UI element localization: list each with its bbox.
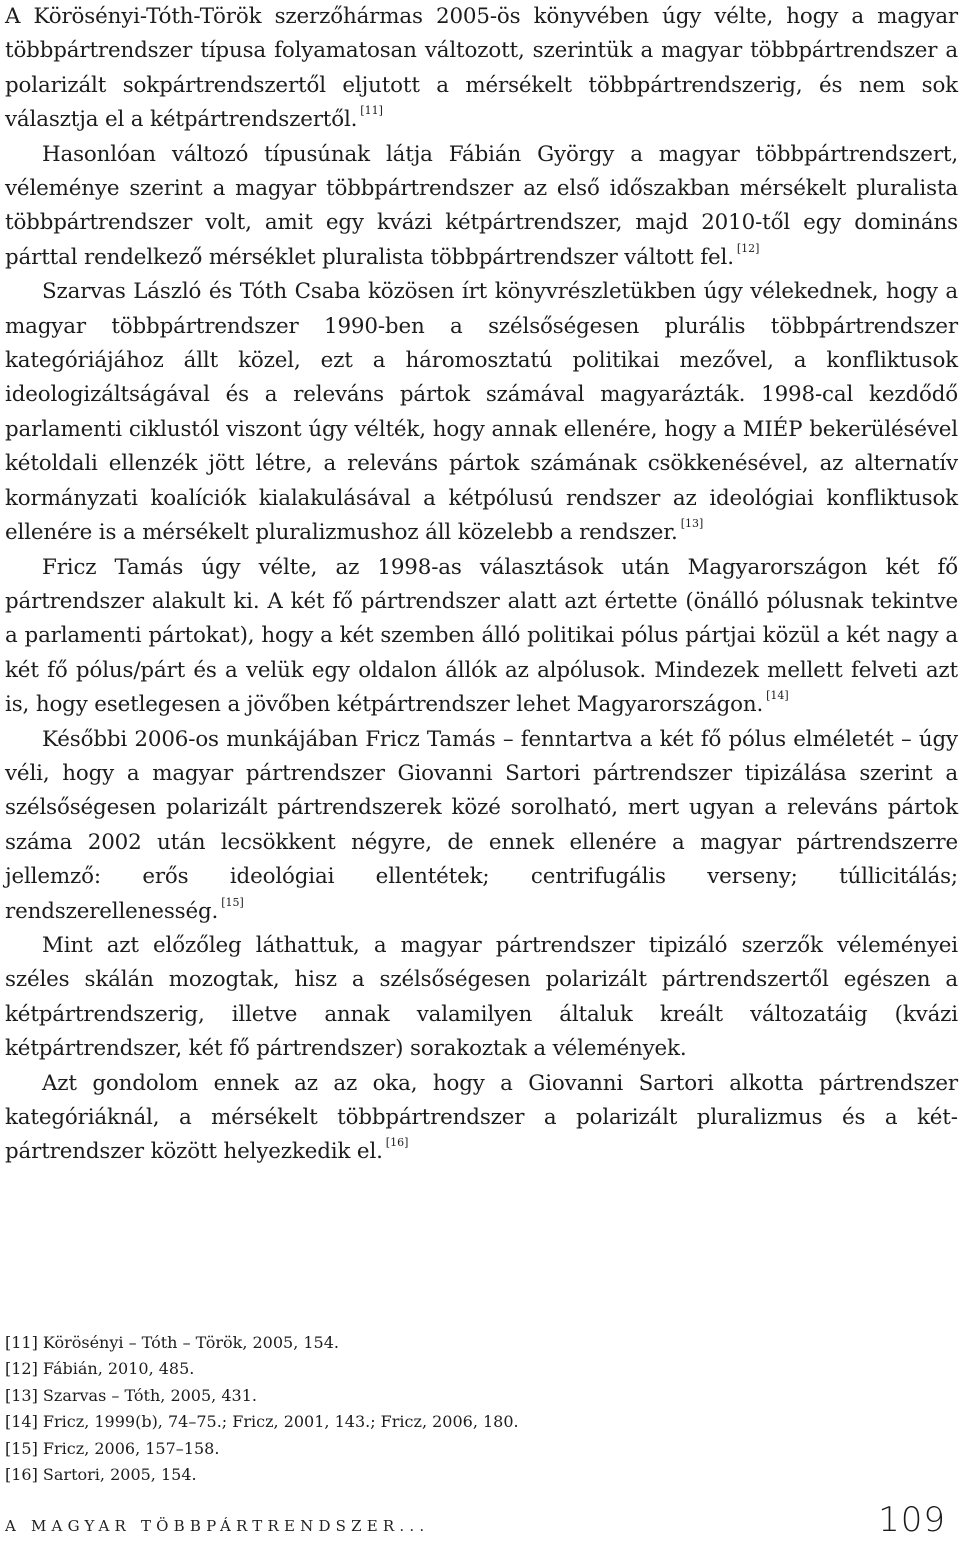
- paragraph-5: [5, 723, 958, 929]
- footnote-14: [14] Fricz, 1999(b), 74–75.; Fricz, 2001, 143.; Fricz, 2006, 180.: [5, 1412, 519, 1432]
- footnote-ref[interactable]: [11]: [360, 104, 383, 118]
- body-text: [5, 0, 958, 1170]
- footnote-ref[interactable]: [16]: [385, 1136, 409, 1150]
- footnote-ref[interactable]: [15]: [221, 895, 244, 909]
- running-head: A MAGYAR TÖBBPÁRTRENDSZER...: [5, 1517, 430, 1535]
- paragraph-3: [5, 275, 958, 550]
- footnote-ref[interactable]: [12]: [736, 241, 760, 255]
- footnote-12: [12] Fábián, 2010, 485.: [5, 1359, 195, 1379]
- paragraph-text: A Körösényi-Tóth-Török szerzőhármas 2005-ös könyvében úgy vélte, hogy a magyar többpártrendszer típusa folyamatosan változott, szerintük a magyar többpártrendszer a polarizált sokpártrendszertől eljutott a mérsékelt többpártrendszerig, és nem sok választja el a kétpártrendszertől.: [5, 4, 958, 133]
- footnote-11: [11] Körösényi – Tóth – Török, 2005, 154.: [5, 1333, 339, 1352]
- footnote-ref[interactable]: [13]: [680, 517, 704, 531]
- paragraph-2: [5, 138, 958, 276]
- paragraph-text: Mint azt előzőleg láthattuk, a magyar pártrendszer tipizáló szerzők véleményei széles skálán mozogtak, hisz a szélsőségesen polarizált pártrendszertől egészen a kétpártrendszerig, illetve annak valamilyen általuk kreált változatáig (kvázi kétpártrendszer, két fő pártrendszer) sorakoztak a vélemények.: [5, 932, 958, 1062]
- footnote-15: [15] Fricz, 2006, 157–158.: [5, 1438, 220, 1458]
- paragraph-text: Fricz Tamás úgy vélte, az 1998-as választások után Magyarországon két fő pártrendszer alakult ki. A két fő pártrendszer alatt azt értette (önálló pólusnak tekintve a parlamenti pártokat), hogy a két szemben álló politikai pólus pártjai közül a két nagy a két fő pólus/párt és a velük egy oldalon állók az alpólusok. Mindezek mellett felveti azt is, hogy esetlegesen a jövőben kétpártrendszer lehet Magyarországon.: [5, 554, 958, 718]
- footnote-16: [16] Sartori, 2005, 154.: [5, 1465, 197, 1485]
- paragraph-text: Hasonlóan változó típusúnak látja Fábián György a magyar többpártrendszert, véleménye szerint a magyar többpártrendszer az első időszakban mérsékelt pluralista többpártrendszer volt, amit egy kvázi kétpártrendszer, majd 2010-től egy domináns párttal rendelkező mérséklet pluralista többpártrendszer váltott fel.: [5, 141, 958, 270]
- paragraph-text: Azt gondolom ennek az az oka, hogy a Giovanni Sartori alkotta pártrendszer kategóriáknál, a mérsékelt többpártrendszer a polarizált pluralizmus és a kétpártrendszer között helyezkedik el.: [5, 1070, 958, 1165]
- footnote-ref[interactable]: [14]: [766, 689, 789, 703]
- footnote-13: [13] Szarvas – Tóth, 2005, 431.: [5, 1385, 257, 1405]
- paragraph-text: Szarvas László és Tóth Csaba közösen írt könyvrészletükben úgy vélekednek, hogy a magyar többpártrendszer 1990-ben a szélsőségesen plurális többpártrendszer kategóriájához állt közel, ezt a háromosztatú politikai mezővel, a konfliktusok ideologizáltságával és a releváns pártok számával magyarázták. 1998-cal kezdődő parlamenti ciklustól viszont úgy vélték, hogy annak ellenére, hogy a MIÉP bekerülésével kétoldali ellenzék jött létre, a releváns pártok számának csökkenésével, az alternatív kormányzati koalíciók kialakulásával a kétpólusú rendszer az ideológiai konfliktusok ellenére is a mérsékelt pluralizmushoz áll közelebb a rendszer.: [5, 279, 958, 546]
- paragraph-6: [5, 929, 958, 1067]
- paragraph-text: Későbbi 2006-os munkájában Fricz Tamás – fenntartva a két fő pólus elméletét – úgy véli, hogy a magyar pártrendszer Giovanni Sartori pártrendszer tipizálása szerint a szélsőségesen polarizált pártrendszerek közé sorolható, mert ugyan a releváns pártok száma 2002 után lecsökkent négyre, de ennek ellenére a magyar pártrendszerre jellemző: erős ideológiai ellentétek; centrifugális verseny; túllicitálás; rendszerellenesség.: [5, 726, 958, 924]
- paragraph-4: [5, 551, 958, 723]
- paragraph-7: [5, 1067, 958, 1170]
- footnotes: [5, 1330, 905, 1488]
- paragraph-1: [5, 0, 958, 138]
- page-number: 109: [878, 1500, 946, 1540]
